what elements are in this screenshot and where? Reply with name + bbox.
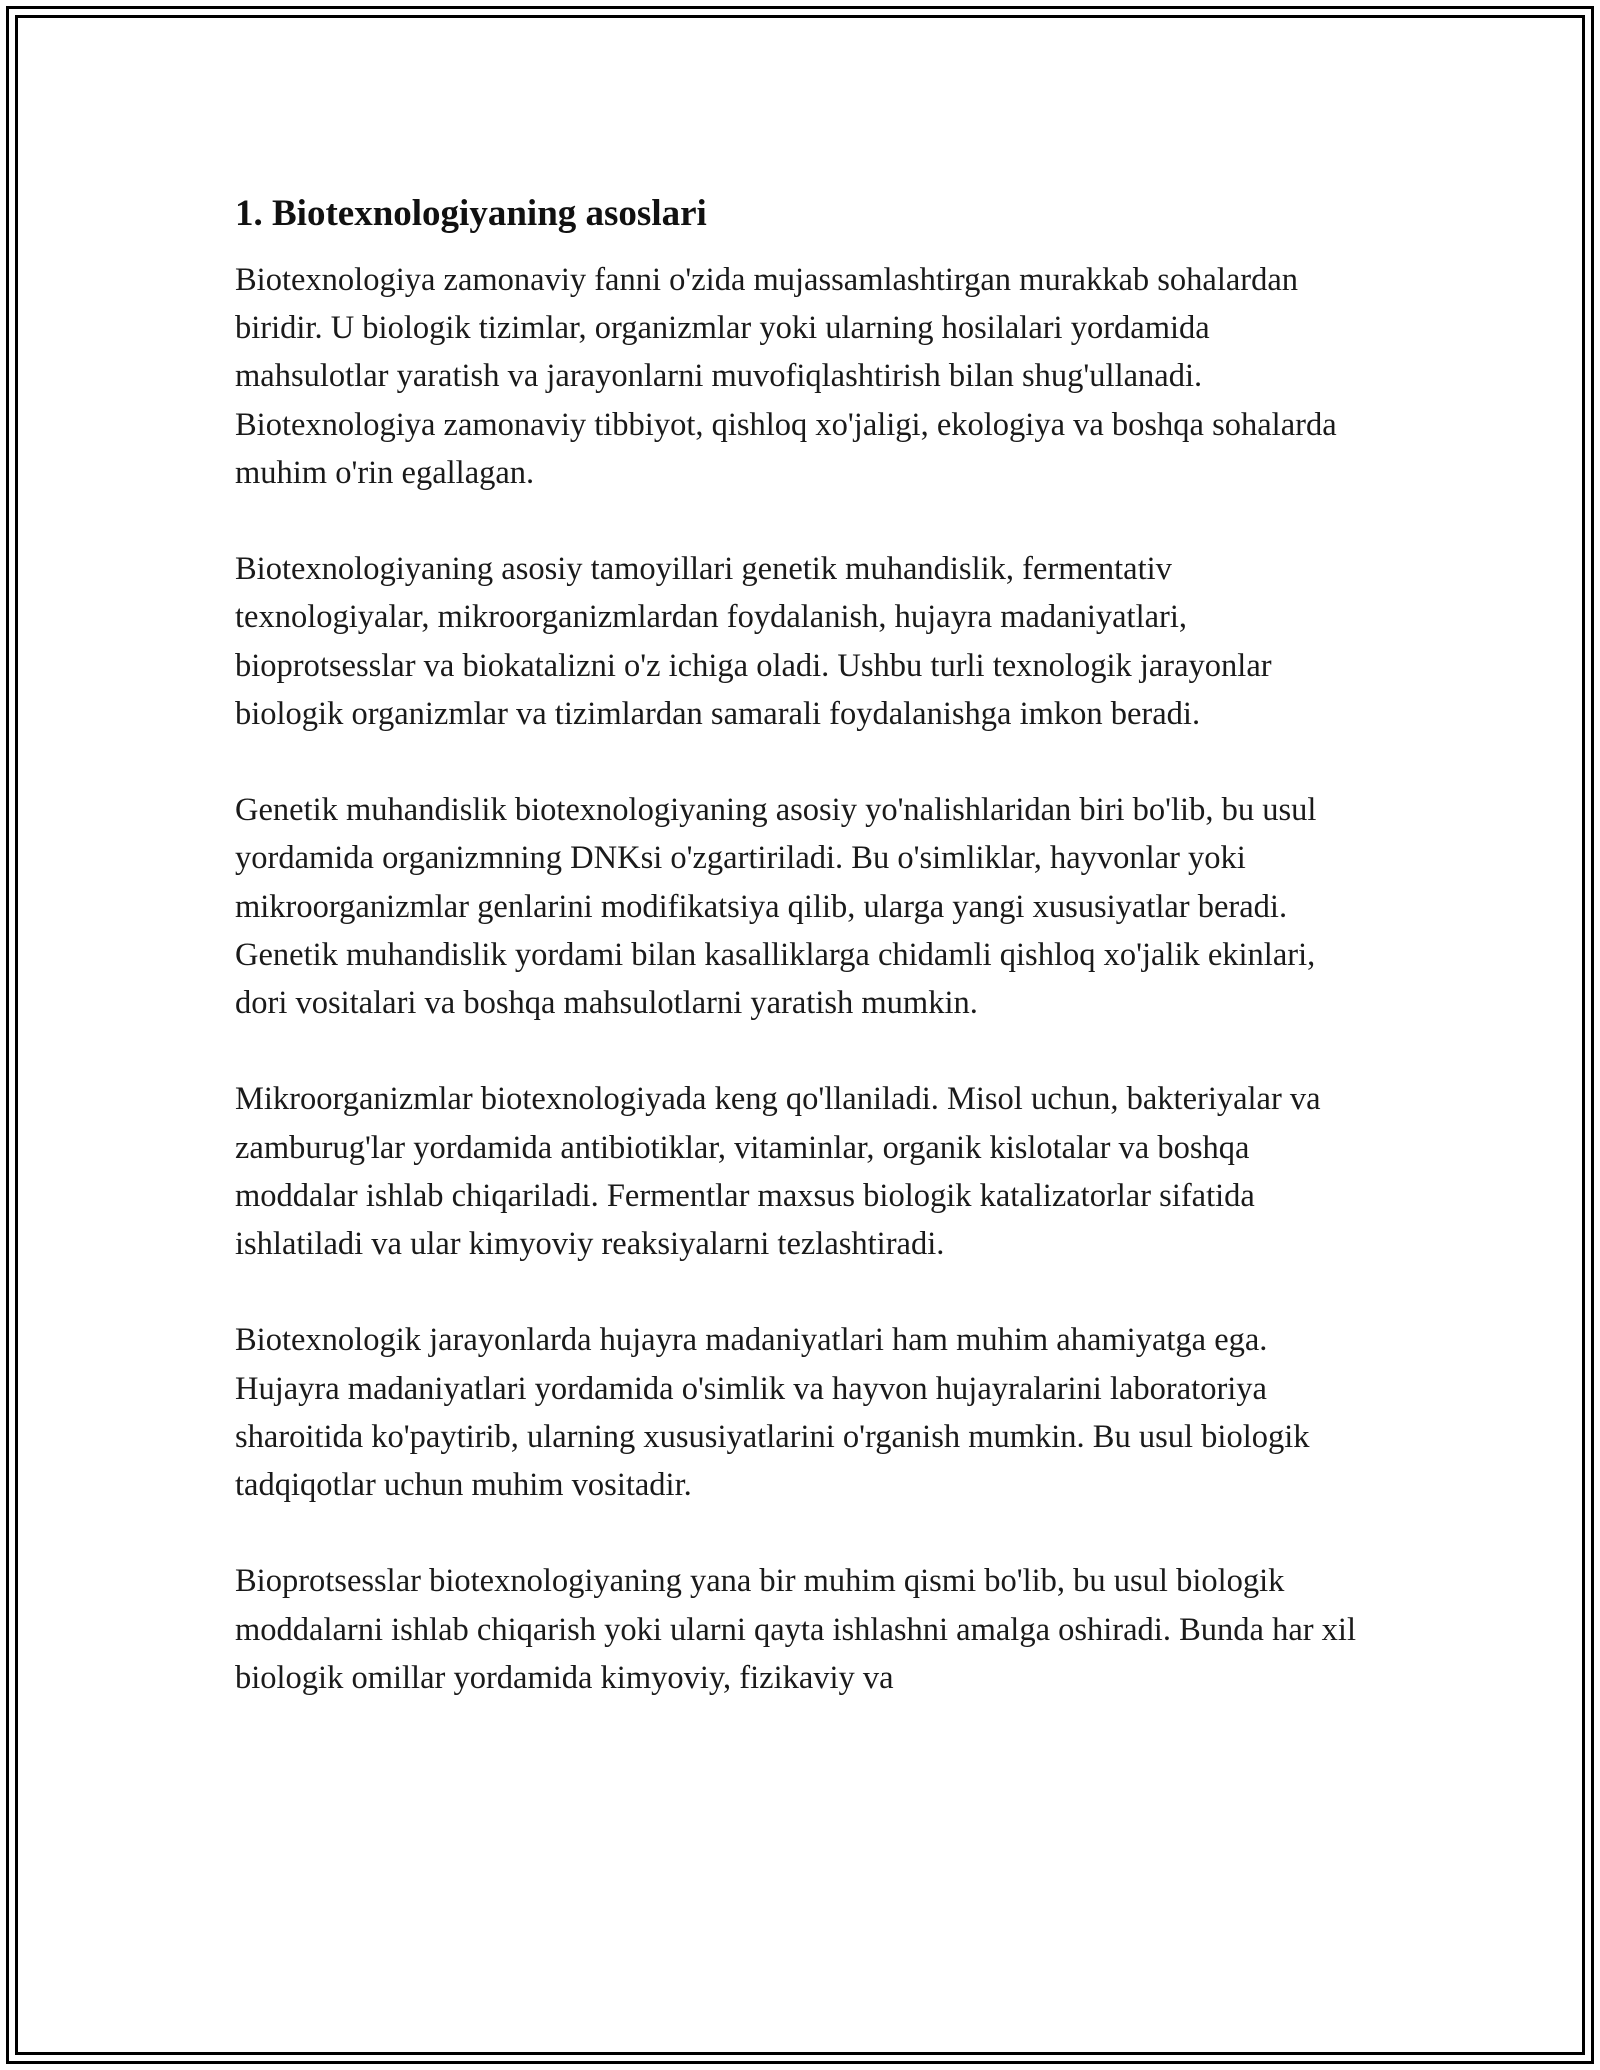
paragraph-principles: Biotexnologiyaning asosiy tamoyillari genetik muhandislik, fermentativ texnologiyalar, mikroorganizmlardan foydalanish, hujayra madaniyatlari, bioprotsesslar va biokatalizni o'z ichiga oladi. Ushbu turli texnologik jarayonlar biologik organizmlar va tizimlardan samarali foydalanishga imkon beradi. [235,551,1272,732]
paragraph-bioprocesses: Bioprotsesslar biotexnologiyaning yana bir muhim qismi bo'lib, bu usul biologik moddalarni ishlab chiqarish yoki ularni qayta ishlashni amalga oshiradi. Bunda har xil biologik omillar yordamida kimyoviy, fizikaviy va [235,1563,1356,1696]
paragraph-cell-cultures: Biotexnologik jarayonlarda hujayra madaniyatlari ham muhim ahamiyatga ega. Hujayra madaniyatlari yordamida o'simlik va hayvon hujayralarini laboratoriya sharoitida ko'paytirib, ularning xususiyatlarini o'rganish mumkin. Bu usul biologik tadqiqotlar uchun muhim vositadir. [235,1322,1310,1504]
section-heading: 1. Biotexnologiyaning asoslari [235,193,707,234]
paragraph-genetic-engineering: Genetik muhandislik biotexnologiyaning asosiy yo'nalishlaridan biri bo'lib, bu usul yordamida organizmning DNKsi o'zgartiriladi. Bu o'simliklar, hayvonlar yoki mikroorganizmlar genlarini modifikatsiya qilib, ularga yangi xususiyatlar beradi. Genetik muhandislik yordami bilan kasalliklarga chidamli qishloq xo'jalik ekinlari, dori vositalari va boshqa mahsulotlarni yaratish mumkin. [235,792,1317,1022]
paragraph-microorganisms: Mikroorganizmlar biotexnologiyada keng qo'llaniladi. Misol uchun, bakteriyalar va zamburug'lar yordamida antibiotiklar, vitaminlar, organik kislotalar va boshqa moddalar ishlab chiqariladi. Fermentlar maxsus biologik katalizatorlar sifatida ishlatiladi va ular kimyoviy reaksiyalarni tezlashtiradi. [235,1081,1321,1263]
document-body [235,186,1365,1750]
paragraph-intro: Biotexnologiya zamonaviy fanni o'zida mujassamlashtirgan murakkab sohalardan biridir. U biologik tizimlar, organizmlar yoki ularning hosilalari yordamida mahsulotlar yaratish va jarayonlarni muvofiqlashtirish bilan shug'ullanadi. Biotexnologiya zamonaviy tibbiyot, qishloq xo'jaligi, ekologiya va boshqa sohalarda muhim o'rin egallagan. [235,262,1337,491]
